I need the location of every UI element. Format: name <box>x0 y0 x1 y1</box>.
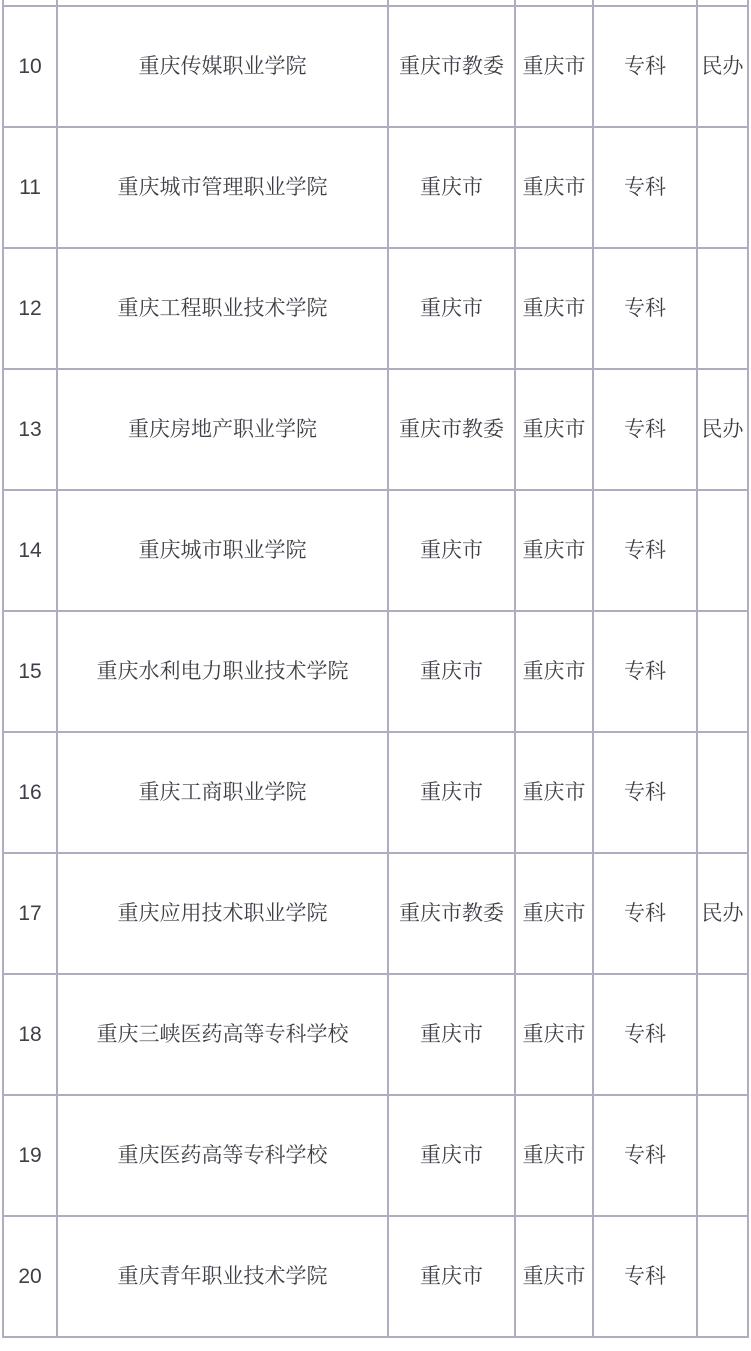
table-row <box>3 853 748 974</box>
cell-remark <box>697 1216 748 1337</box>
cell-remark <box>697 127 748 248</box>
cell-level: 专科 <box>593 369 697 490</box>
cell-remark: 民办 <box>697 6 748 127</box>
cell-remark <box>697 974 748 1095</box>
cell-row-number: 15 <box>3 611 57 732</box>
cell-supervisor: 重庆市 <box>388 490 515 611</box>
cell-level: 专科 <box>593 1216 697 1337</box>
cell-school-name: 重庆传媒职业学院 <box>57 6 388 127</box>
cell-location: 重庆市 <box>515 853 593 974</box>
cell-level: 专科 <box>593 248 697 369</box>
cell-remark <box>697 490 748 611</box>
cell-level: 专科 <box>593 732 697 853</box>
cell-level: 专科 <box>593 974 697 1095</box>
cell-remark: 民办 <box>697 853 748 974</box>
cell-row-number: 10 <box>3 6 57 127</box>
cell-location: 重庆市 <box>515 248 593 369</box>
cell-row-number: 18 <box>3 974 57 1095</box>
cell-level: 专科 <box>593 490 697 611</box>
universities-table-body <box>3 0 748 1337</box>
cell-supervisor: 重庆市 <box>388 127 515 248</box>
cell-row-number: 14 <box>3 490 57 611</box>
cell-location: 重庆市 <box>515 6 593 127</box>
cell-level: 专科 <box>593 127 697 248</box>
cell-school-name: 重庆水利电力职业技术学院 <box>57 611 388 732</box>
cell-supervisor: 重庆市 <box>388 1095 515 1216</box>
cell-school-name: 重庆医药高等专科学校 <box>57 1095 388 1216</box>
cell-remark: 民办 <box>697 369 748 490</box>
cell-location: 重庆市 <box>515 611 593 732</box>
table-row <box>3 127 748 248</box>
cell-supervisor: 重庆市教委 <box>388 853 515 974</box>
cell-level: 专科 <box>593 611 697 732</box>
cell-school-name: 重庆工商职业学院 <box>57 732 388 853</box>
cell-school-name: 重庆三峡医药高等专科学校 <box>57 974 388 1095</box>
table-row <box>3 6 748 127</box>
cell-location: 重庆市 <box>515 490 593 611</box>
table-row <box>3 369 748 490</box>
cell-location: 重庆市 <box>515 127 593 248</box>
cell-level: 专科 <box>593 853 697 974</box>
universities-table <box>2 0 749 1338</box>
cell-school-name: 重庆城市管理职业学院 <box>57 127 388 248</box>
cell-remark <box>697 611 748 732</box>
cell-remark <box>697 248 748 369</box>
cell-location: 重庆市 <box>515 732 593 853</box>
cell-supervisor: 重庆市 <box>388 248 515 369</box>
cell-school-name: 重庆房地产职业学院 <box>57 369 388 490</box>
table-row <box>3 732 748 853</box>
cell-location: 重庆市 <box>515 369 593 490</box>
cell-remark <box>697 1095 748 1216</box>
table-row <box>3 1095 748 1216</box>
table-row <box>3 611 748 732</box>
cell-location: 重庆市 <box>515 1095 593 1216</box>
cell-school-name: 重庆青年职业技术学院 <box>57 1216 388 1337</box>
table-row <box>3 1216 748 1337</box>
table-row <box>3 248 748 369</box>
cell-remark <box>697 732 748 853</box>
cell-school-name: 重庆工程职业技术学院 <box>57 248 388 369</box>
cell-level: 专科 <box>593 6 697 127</box>
cell-supervisor: 重庆市 <box>388 1216 515 1337</box>
cell-row-number: 17 <box>3 853 57 974</box>
cell-location: 重庆市 <box>515 974 593 1095</box>
cell-supervisor: 重庆市教委 <box>388 369 515 490</box>
cell-row-number: 16 <box>3 732 57 853</box>
cell-school-name: 重庆城市职业学院 <box>57 490 388 611</box>
cell-location: 重庆市 <box>515 1216 593 1337</box>
table-row <box>3 974 748 1095</box>
cell-supervisor: 重庆市 <box>388 974 515 1095</box>
cell-row-number: 20 <box>3 1216 57 1337</box>
cell-row-number: 12 <box>3 248 57 369</box>
table-row <box>3 490 748 611</box>
cell-row-number: 13 <box>3 369 57 490</box>
cell-supervisor: 重庆市 <box>388 732 515 853</box>
cell-supervisor: 重庆市教委 <box>388 6 515 127</box>
cell-row-number: 19 <box>3 1095 57 1216</box>
cell-supervisor: 重庆市 <box>388 611 515 732</box>
cell-level: 专科 <box>593 1095 697 1216</box>
cell-row-number: 11 <box>3 127 57 248</box>
cell-school-name: 重庆应用技术职业学院 <box>57 853 388 974</box>
